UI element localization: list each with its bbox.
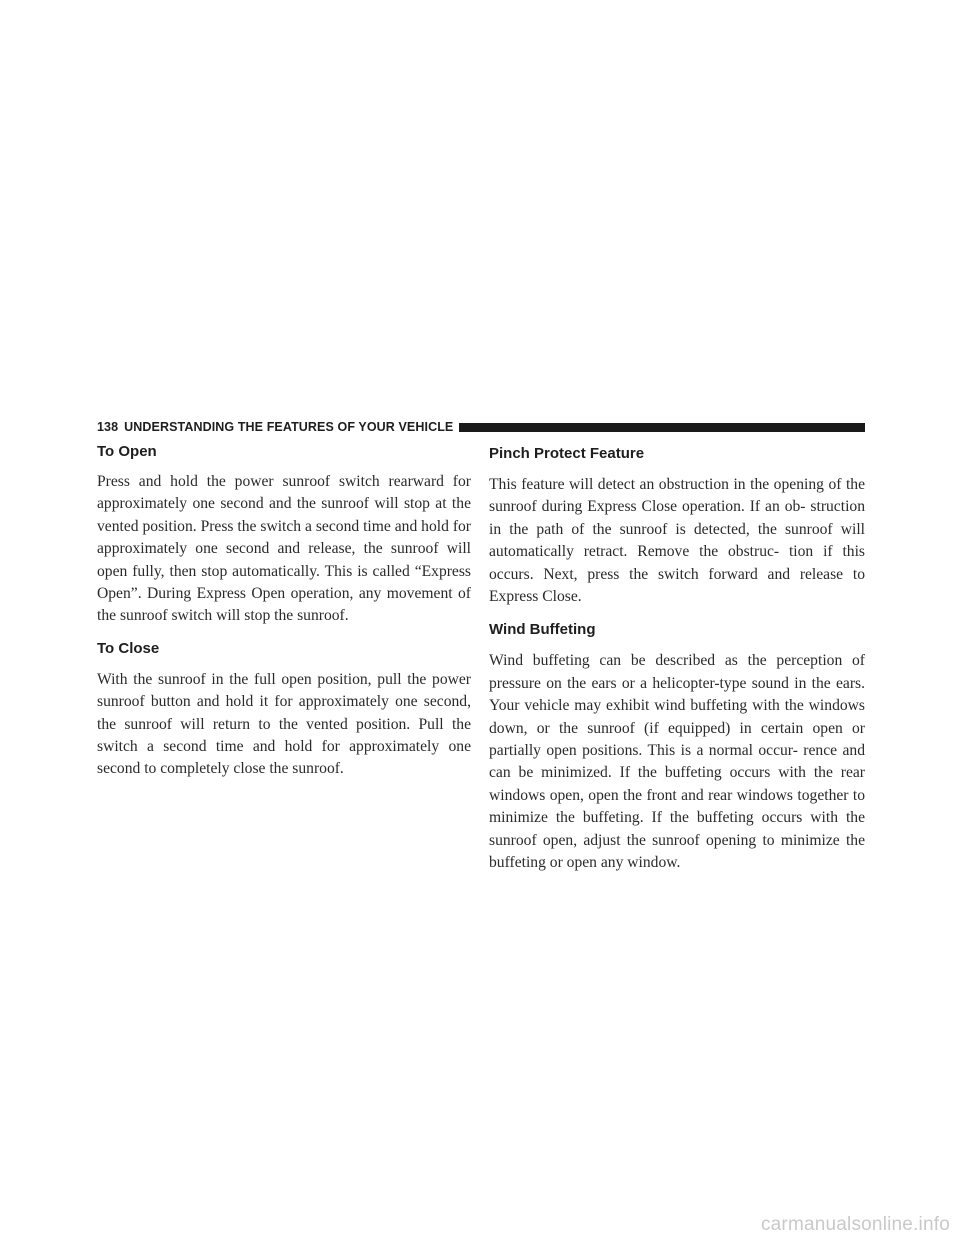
section-title: UNDERSTANDING THE FEATURES OF YOUR VEHICLE bbox=[124, 420, 454, 434]
right-column bbox=[489, 440, 865, 875]
heading-to-close: To Close bbox=[97, 639, 160, 657]
left-column bbox=[97, 440, 471, 781]
paragraph-wind-buffeting: Wind buffeting can be described as the perception of pressure on the ears or a helicopter-type sound in the ears. Your vehicle may exhibit wind buffeting with the windows down, or the sunroof (if equipped) in certain open or partially open positions. This is a normal occur- rence and can be minimized. If the buffeting occurs with the rear windows open, open the front and rear windows together to minimize the buffeting. If the buffeting occurs with the sunroof open, adjust the sunroof opening to minimize the buffeting or open any window. bbox=[489, 652, 865, 872]
page-header bbox=[97, 418, 865, 436]
heading-to-open: To Open bbox=[97, 443, 157, 460]
paragraph-to-open: Press and hold the power sunroof switch rearward for approximately one second and the sunroof will stop at the vented position. Press the switch a second time and hold for approximately one second and release, the sunroof will open fully, then stop automatically. This is called “Express Open”. During Express Open operation, any movement of the sunroof switch will stop the sunroof. bbox=[97, 473, 471, 625]
paragraph-to-close: With the sunroof in the full open position, pull the power sunroof button and hold it for approximately one second, the sunroof will return to the vented position. Pull the switch a second time and hold for approximately one second to completely close the sunroof. bbox=[97, 670, 471, 778]
header-rule bbox=[459, 423, 865, 432]
watermark: carmanualsonline.info bbox=[760, 1214, 950, 1235]
page-number: 138 bbox=[97, 420, 119, 434]
heading-pinch-protect: Pinch Protect Feature bbox=[489, 445, 645, 462]
heading-wind-buffeting: Wind Buffeting bbox=[489, 621, 596, 639]
header-text bbox=[97, 420, 453, 434]
paragraph-pinch-protect: This feature will detect an obstruction in the opening of the sunroof during Express Close operation. If an ob- struction in the path of the sunroof is detected, the sunroof will automatically retract. Remove the obstruc- tion if this occurs. Next, press the switch forward and release to Express Close. bbox=[489, 476, 865, 606]
